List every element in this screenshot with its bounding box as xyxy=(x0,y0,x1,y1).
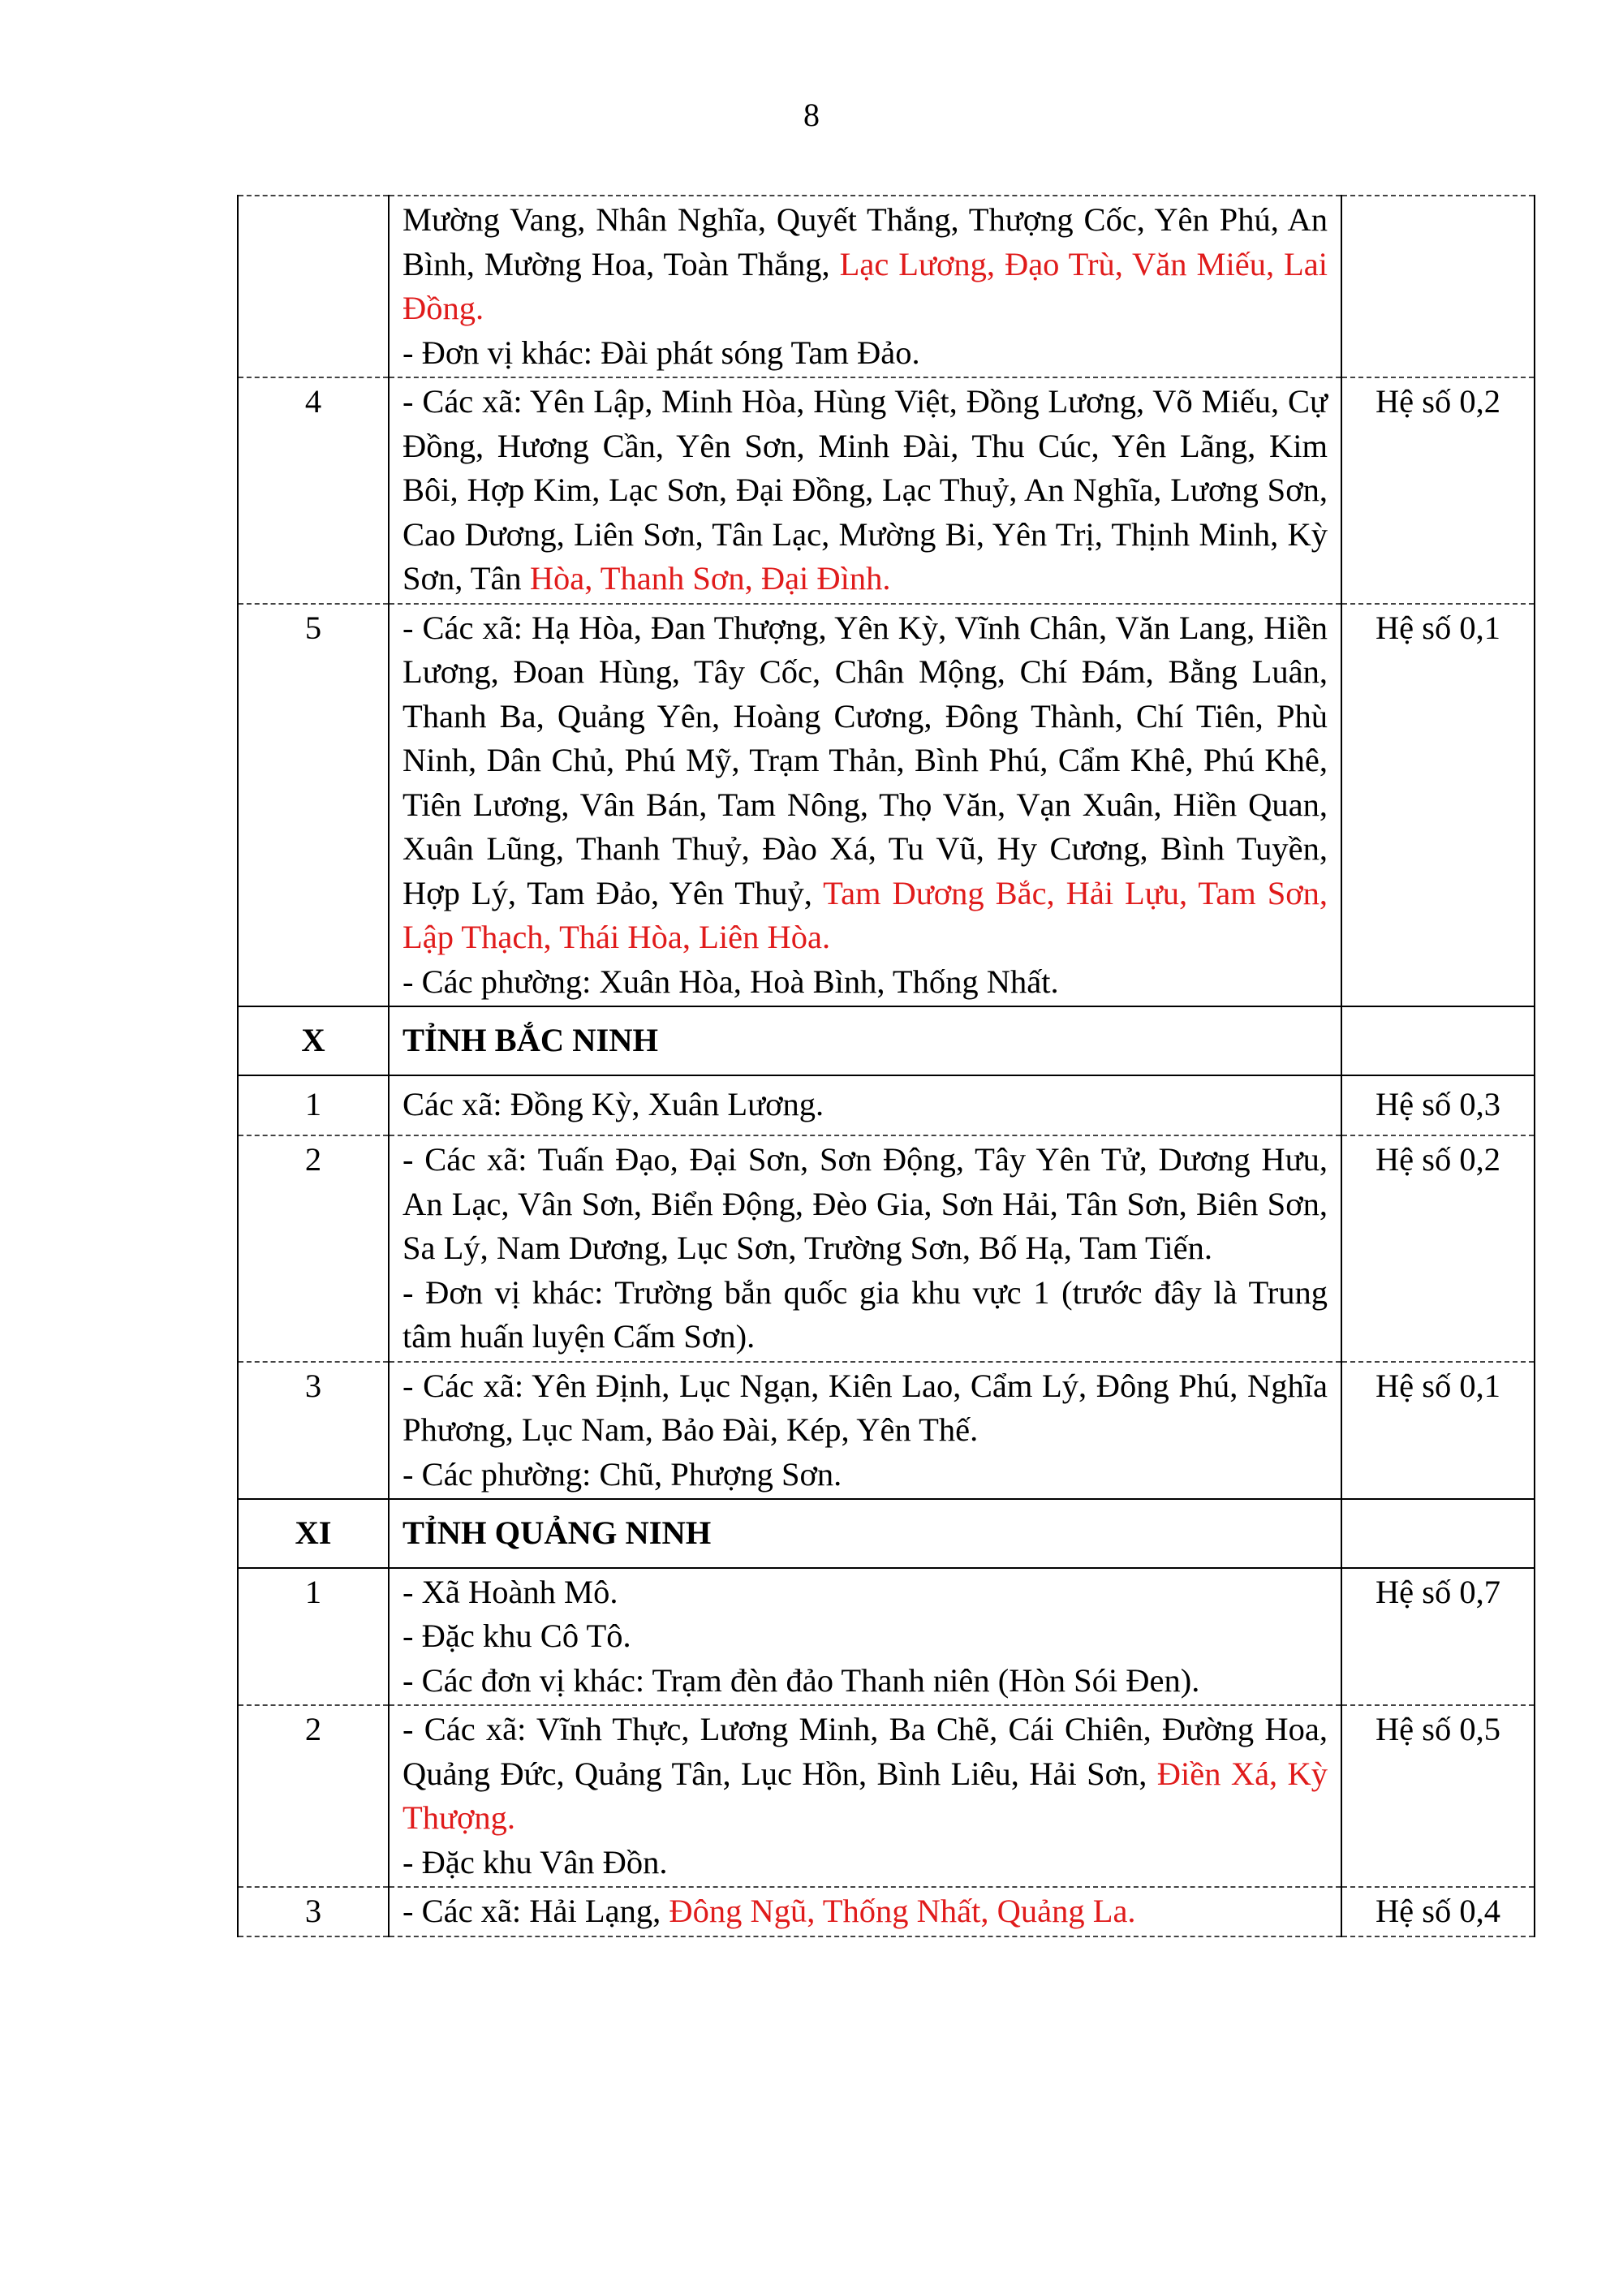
row-content xyxy=(389,604,1341,1007)
coefficient: Hệ số 0,3 xyxy=(1341,1075,1535,1136)
table-row xyxy=(238,196,1535,377)
commune-list: - Các xã: Hạ Hòa, Đan Thượng, Yên Kỳ, Vĩnh Chân, Văn Lang, Hiền Lương, Đoan Hùng, Tây Cốc, Chân Mộng, Chí Đám, Bằng Luân, Thanh Ba, Quảng Yên, Hoàng Cương, Đông Thành, Chí Tiên, Phù Ninh, Dân Chủ, Phú Mỹ, Trạm Thản, Bình Phú, Cẩm Khê, Phú Khê, Tiên Lương, Vân Bán, Tam Nông, Thọ Văn, Vạn Xuân, Hiền Quan, Xuân Lũng, Thanh Thuỷ, Đào Xá, Tu Vũ, Hy Cương, Bình Tuyền, Hợp Lý, Tam Đảo, Yên Thuỷ, xyxy=(403,609,1328,911)
coefficient: Hệ số 0,1 xyxy=(1341,1362,1535,1500)
coefficient: Hệ số 0,2 xyxy=(1341,1135,1535,1362)
row-content: Các xã: Đồng Kỳ, Xuân Lương. xyxy=(389,1075,1341,1136)
other-units: - Các đơn vị khác: Trạm đèn đảo Thanh niên (Hòn Sói Đen). xyxy=(403,1661,1200,1699)
coefficient xyxy=(1341,196,1535,377)
commune-list: - Các xã: Yên Lập, Minh Hòa, Hùng Việt, Đồng Lương, Võ Miếu, Cự Đồng, Hương Cần, Yên Sơn, Minh Đài, Thu Cúc, Yên Lãng, Kim Bôi, Hợp Kim, Lạc Sơn, Đại Đồng, Lạc Thuỷ, An Nghĩa, Lương Sơn, Cao Dương, Liên Sơn, Tân Lạc, Mường Bi, Yên Trị, Thịnh Minh, Kỳ Sơn, Tân xyxy=(403,383,1328,597)
wards: - Các phường: Chũ, Phượng Sơn. xyxy=(403,1455,842,1493)
commune-list: - Các xã: Tuấn Đạo, Đại Sơn, Sơn Động, Tây Yên Tử, Dương Hưu, An Lạc, Vân Sơn, Biển Động, Đèo Gia, Sơn Hải, Tân Sơn, Biên Sơn, Sa Lý, Nam Dương, Lục Sơn, Trường Sơn, Bố Hạ, Tam Tiến. xyxy=(403,1141,1328,1266)
table-row xyxy=(238,604,1535,1007)
row-number: 1 xyxy=(238,1075,389,1136)
table-row xyxy=(238,1362,1535,1500)
coefficient-table xyxy=(237,195,1535,1937)
section-title: TỈNH QUẢNG NINH xyxy=(389,1499,1341,1568)
commune-list: - Xã Hoành Mô. xyxy=(403,1573,618,1610)
row-content xyxy=(389,1362,1341,1500)
other-units: - Đơn vị khác: Đài phát sóng Tam Đảo. xyxy=(403,334,920,371)
table-row xyxy=(238,1887,1535,1936)
commune-list-highlight: Điền Xá, Kỳ Thượng. xyxy=(403,1755,1328,1836)
commune-list: Mường Vang, Nhân Nghĩa, Quyết Thắng, Thượng Cốc, Yên Phú, An Bình, Mường Hoa, Toàn Thắng, xyxy=(403,201,1328,282)
coefficient: Hệ số 0,2 xyxy=(1341,377,1535,604)
commune-list-highlight: Lạc Lương, Đạo Trù, Văn Miếu, Lai Đồng. xyxy=(403,245,1328,326)
commune-list: - Các xã: Vĩnh Thực, Lương Minh, Ba Chẽ, Cái Chiên, Đường Hoa, Quảng Đức, Quảng Tân, Lục Hồn, Bình Liêu, Hải Sơn, xyxy=(403,1711,1328,1792)
section-title: TỈNH BẮC NINH xyxy=(389,1006,1341,1075)
coefficient xyxy=(1341,1006,1535,1075)
table-row xyxy=(238,1705,1535,1887)
row-number: 4 xyxy=(238,377,389,604)
row-number: 2 xyxy=(238,1705,389,1887)
other-units: - Đơn vị khác: Trường bắn quốc gia khu vực 1 (trước đây là Trung tâm huấn luyện Cấm Sơn). xyxy=(403,1273,1328,1355)
row-number: 3 xyxy=(238,1362,389,1500)
row-content xyxy=(389,1135,1341,1362)
row-content xyxy=(389,1887,1341,1936)
section-row xyxy=(238,1006,1535,1075)
table-row xyxy=(238,377,1535,604)
commune-list-highlight: Đông Ngũ, Thống Nhất, Quảng La. xyxy=(669,1893,1136,1929)
page-number: 8 xyxy=(803,97,820,133)
special-zone: - Đặc khu Vân Đồn. xyxy=(403,1843,668,1880)
row-content xyxy=(389,377,1341,604)
commune-list-highlight: Tam Dương Bắc, Hải Lựu, Tam Sơn, Lập Thạch, Thái Hòa, Liên Hòa. xyxy=(403,874,1328,955)
wards: - Các phường: Xuân Hòa, Hoà Bình, Thống Nhất. xyxy=(403,963,1059,1000)
table-row xyxy=(238,1135,1535,1362)
row-content xyxy=(389,1705,1341,1887)
coefficient: Hệ số 0,1 xyxy=(1341,604,1535,1007)
coefficient: Hệ số 0,5 xyxy=(1341,1705,1535,1887)
row-content xyxy=(389,1568,1341,1706)
coefficient: Hệ số 0,7 xyxy=(1341,1568,1535,1706)
section-number: XI xyxy=(238,1499,389,1568)
row-content xyxy=(389,196,1341,377)
coefficient: Hệ số 0,4 xyxy=(1341,1887,1535,1936)
row-number: 5 xyxy=(238,604,389,1007)
commune-list: - Các xã: Yên Định, Lục Ngạn, Kiên Lao, Cẩm Lý, Đông Phú, Nghĩa Phương, Lục Nam, Bảo Đài, Kép, Yên Thế. xyxy=(403,1367,1328,1448)
table-row xyxy=(238,1075,1535,1136)
row-number: 3 xyxy=(238,1887,389,1936)
section-number: X xyxy=(238,1006,389,1075)
commune-list: - Các xã: Hải Lạng, xyxy=(403,1893,669,1929)
coefficient xyxy=(1341,1499,1535,1568)
commune-list-highlight: Hòa, Thanh Sơn, Đại Đình. xyxy=(529,560,891,597)
row-number: 2 xyxy=(238,1135,389,1362)
special-zone: - Đặc khu Cô Tô. xyxy=(403,1618,631,1654)
row-number: 1 xyxy=(238,1568,389,1706)
table-row xyxy=(238,1568,1535,1706)
row-number xyxy=(238,196,389,377)
section-row xyxy=(238,1499,1535,1568)
